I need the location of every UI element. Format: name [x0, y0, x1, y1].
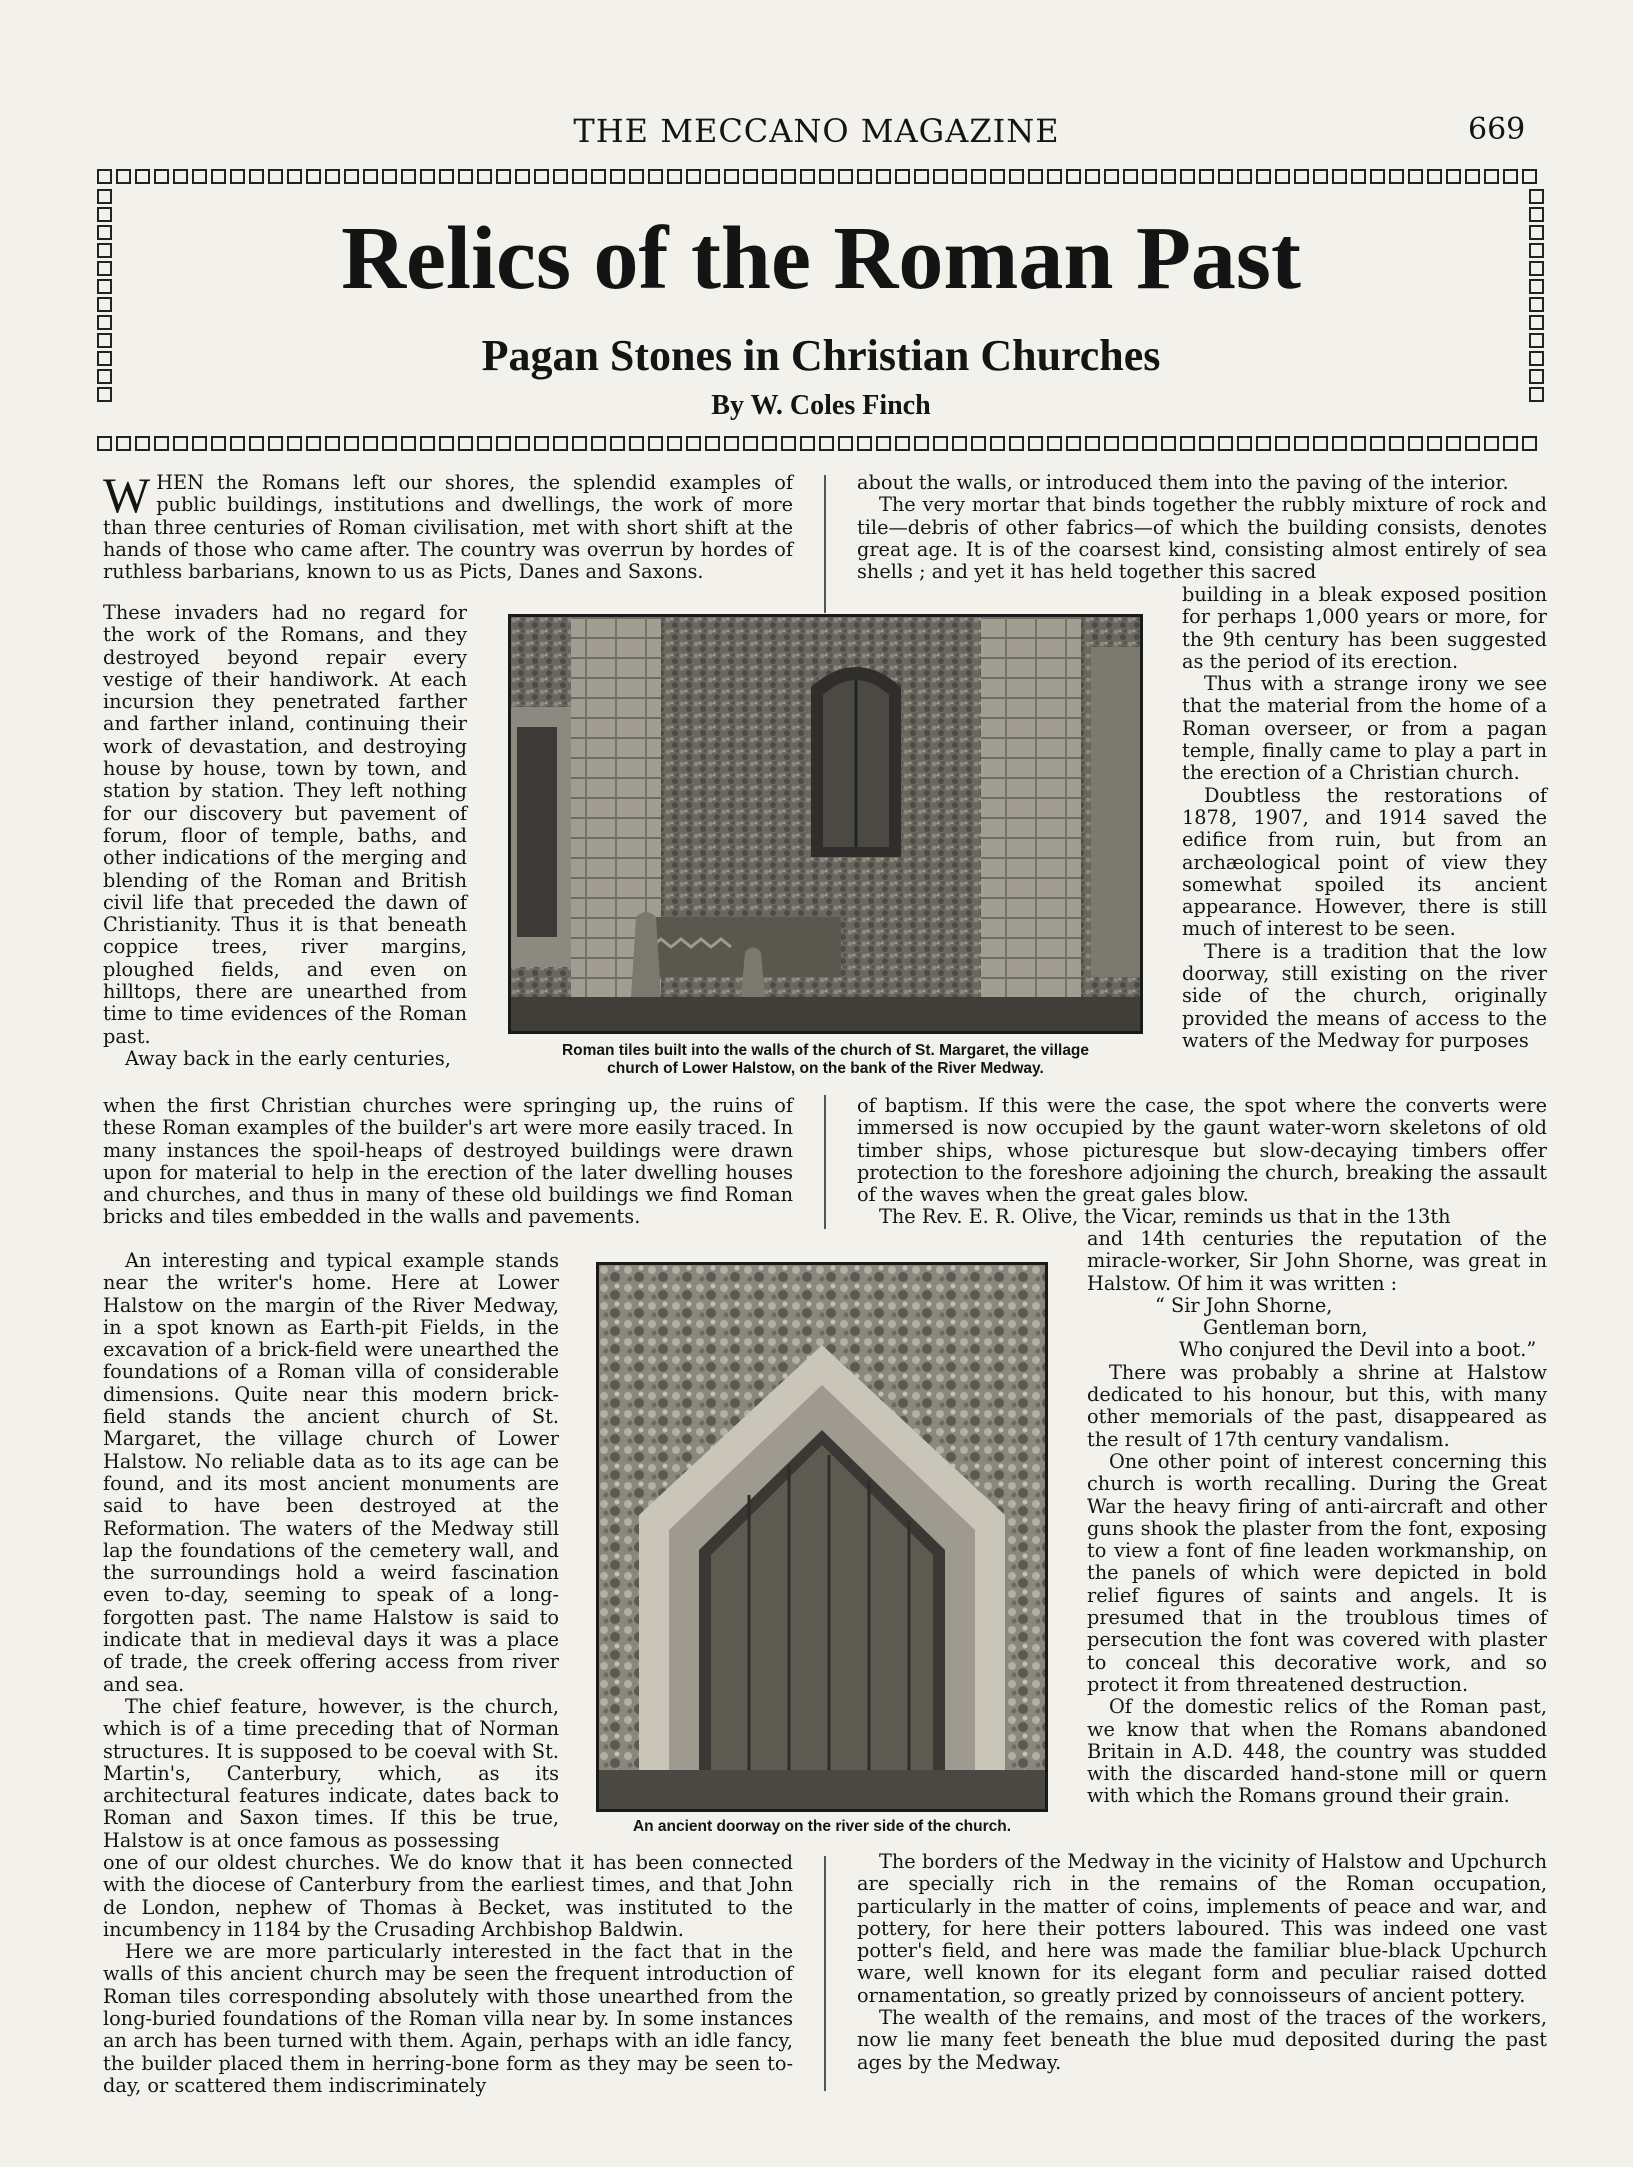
border-square	[496, 436, 511, 451]
border-square	[268, 169, 283, 184]
border-square	[838, 436, 853, 451]
poem-line: Who conjured the Devil into a boot.”	[1179, 1338, 1537, 1362]
border-square	[1484, 436, 1499, 451]
border-square	[154, 436, 169, 451]
paragraph: Here we are more particularly interested in the fact that in the walls of this ancient church may be seen the frequent introduction of Roman tiles corresponding absolutely with those unearthed from the long-buried foundations of the Roman villa near by. In some instances an arch has been turned with them. Again, perhaps with an idle fancy, the builder placed them in herring-bone form as they may be seen to-day, or scattered them indiscriminately	[103, 1940, 793, 2097]
border-square	[268, 436, 283, 451]
border-square	[705, 436, 720, 451]
border-square	[211, 169, 226, 184]
paragraph: The borders of the Medway in the vicinity of Halstow and Upchurch are specially rich in the remains of the Roman occupation, particularly in the matter of coins, implements of peace and war, and pottery, for here their potters laboured. This was indeed one vast potter's field, and here was made the familiar blue-black Upchurch ware, well known for its elegant form and peculiar raised dotted ornamentation, so greatly prized by connoisseurs of ancient pottery.	[857, 1850, 1547, 2007]
border-top	[95, 167, 1547, 187]
right-column-narrow-2	[1087, 1228, 1547, 1850]
border-square	[192, 436, 207, 451]
border-square	[1529, 189, 1544, 204]
border-square	[610, 436, 625, 451]
border-square	[1313, 169, 1328, 184]
border-square	[344, 169, 359, 184]
border-square	[1066, 436, 1081, 451]
border-square	[192, 169, 207, 184]
border-square	[534, 169, 549, 184]
border-square	[306, 436, 321, 451]
border-square	[325, 436, 340, 451]
border-square	[135, 169, 150, 184]
border-square	[1465, 169, 1480, 184]
border-square	[363, 436, 378, 451]
border-square	[382, 169, 397, 184]
paragraph: The very mortar that binds together the rubbly mixture of rock and tile—debris of other fabrics—of which the building consists, denotes great age. It is of the coarsest kind, consisting almost entirely of sea shells ; and yet it has held together this sacred	[857, 493, 1547, 584]
border-square	[1294, 436, 1309, 451]
border-square	[800, 436, 815, 451]
border-square	[458, 169, 473, 184]
border-square	[1522, 169, 1537, 184]
column-rule	[824, 475, 826, 613]
border-square	[230, 436, 245, 451]
border-square	[515, 169, 530, 184]
border-square	[97, 189, 112, 204]
border-square	[743, 169, 758, 184]
border-square	[173, 436, 188, 451]
border-square	[1503, 436, 1518, 451]
caption-line: church of Lower Halstow, on the bank of the River Medway.	[607, 1060, 1044, 1077]
paragraph: when the first Christian churches were springing up, the ruins of these Roman examples of the builder's art were more easily traced. In many instances the spoil-heaps of destroyed buildings were drawn upon for material to help in the erection of the later dwelling houses and churches, and thus in many of these old buildings we find Roman bricks and tiles embedded in the walls and pavements.	[103, 1094, 793, 1229]
border-square	[1313, 436, 1328, 451]
border-square	[648, 436, 663, 451]
left-column-bottom	[103, 1852, 793, 2096]
border-square	[629, 436, 644, 451]
border-square	[990, 436, 1005, 451]
border-square	[933, 436, 948, 451]
right-column-narrow	[1182, 584, 1547, 1096]
paragraph: building in a bleak exposed position for perhaps 1,000 years or more, for the 9th century has been suggested as the period of its erection.	[1182, 583, 1547, 673]
column-rule	[824, 1856, 826, 2091]
border-square	[230, 169, 245, 184]
border-square	[439, 169, 454, 184]
border-square	[211, 436, 226, 451]
border-square	[781, 169, 796, 184]
border-square	[1085, 436, 1100, 451]
border-square	[990, 169, 1005, 184]
border-square	[895, 436, 910, 451]
paragraph: These invaders had no regard for the work of the Romans, and they destroyed beyond repair every vestige of their handiwork. At each incursion they penetrated farther and farther inland, continuing their work of devastation, and destroying house by house, town by town, and station by station. They left nothing for our discovery but pavement of forum, floor of temple, baths, and other indications of the merging and blending of the Roman and British civil life that preceded the dawn of Christianity. Thus it is that beneath coppice trees, river margins, ploughed fields, and even on hilltops, there are unearthed from time to time evidences of the Roman past.	[103, 601, 467, 1048]
border-square	[819, 169, 834, 184]
page-number: 669	[1468, 112, 1526, 147]
border-square	[1351, 436, 1366, 451]
border-square	[477, 436, 492, 451]
paragraph: Away back in the early centuries,	[125, 1046, 451, 1070]
border-square	[173, 169, 188, 184]
paragraph: There is a tradition that the low doorway, still existing on the river side of the church, originally provided the means of access to the waters of the Medway for purposes	[1182, 939, 1547, 1052]
paragraph: There was probably a shrine at Halstow dedicated to his honour, but this, with many other memorials of the past, disappeared as the result of 17th century vandalism.	[1087, 1360, 1547, 1451]
paragraph: Of the domestic relics of the Roman past, we know that when the Romans abandoned Britain in A.D. 448, the country was studded with the discarded hand-stone mill or quern with which the Romans ground their grain.	[1087, 1695, 1547, 1808]
border-square	[344, 436, 359, 451]
border-square	[1009, 436, 1024, 451]
border-square	[762, 436, 777, 451]
border-square	[591, 436, 606, 451]
border-square	[743, 436, 758, 451]
border-square	[1503, 169, 1518, 184]
border-square	[876, 169, 891, 184]
border-square	[914, 436, 929, 451]
border-square	[705, 169, 720, 184]
running-head	[0, 112, 1633, 158]
border-square	[1218, 169, 1233, 184]
border-square	[515, 436, 530, 451]
border-square	[553, 436, 568, 451]
border-square	[401, 436, 416, 451]
border-square	[1066, 169, 1081, 184]
left-column-narrow-2	[103, 1250, 559, 1852]
border-square	[1256, 169, 1271, 184]
border-square	[116, 169, 131, 184]
border-square	[667, 436, 682, 451]
border-square	[686, 169, 701, 184]
border-square	[572, 169, 587, 184]
border-square	[971, 169, 986, 184]
border-square	[420, 436, 435, 451]
border-square	[952, 436, 967, 451]
paragraph: The Rev. E. R. Olive, the Vicar, reminds us that in the 13th	[879, 1205, 1451, 1229]
border-square	[97, 436, 112, 451]
border-square	[857, 169, 872, 184]
border-square	[895, 169, 910, 184]
byline: By W. Coles Finch	[711, 390, 931, 421]
border-square	[1104, 169, 1119, 184]
church-wall-image	[511, 617, 1140, 1031]
article-subtitle: Pagan Stones in Christian Churches	[481, 331, 1161, 380]
border-square	[1408, 169, 1423, 184]
paragraph: and 14th centuries the reputation of the miracle-worker, Sir John Shorne, was great in Halstow. Of him it was written :	[1087, 1227, 1547, 1295]
border-square	[1123, 436, 1138, 451]
border-square	[1389, 436, 1404, 451]
border-square	[1408, 436, 1423, 451]
caption-line: Roman tiles built into the walls of the church of St. Margaret, the village	[561, 1042, 1090, 1059]
border-square	[1389, 169, 1404, 184]
border-square	[648, 169, 663, 184]
border-square	[591, 169, 606, 184]
border-square	[97, 315, 112, 330]
border-square	[1161, 169, 1176, 184]
border-bottom	[95, 434, 1547, 454]
border-square	[1142, 169, 1157, 184]
border-square	[1199, 169, 1214, 184]
border-square	[838, 169, 853, 184]
border-square	[1465, 436, 1480, 451]
border-square	[458, 436, 473, 451]
doorway-image	[599, 1265, 1045, 1809]
border-square	[971, 436, 986, 451]
border-square	[1529, 315, 1544, 330]
border-square	[629, 169, 644, 184]
border-square	[1332, 169, 1347, 184]
border-square	[610, 169, 625, 184]
border-square	[97, 169, 112, 184]
border-square	[876, 436, 891, 451]
paragraph: WHEN the Romans left our shores, the splendid examples of public buildings, institutions and dwellings, the work of more than three centuries of Roman civilisation, met with short shift at the hands of those who came after. The country was overrun by hordes of ruthless barbarians, known to us as Picts, Danes and Saxons.	[103, 467, 793, 584]
border-square	[724, 436, 739, 451]
border-square	[534, 436, 549, 451]
paragraph: Thus with a strange irony we see that the material from the home of a Roman overseer, or from a pagan temple, finally came to play a part in the erection of a Christian church.	[1182, 672, 1547, 785]
border-square	[1085, 169, 1100, 184]
border-square	[477, 169, 492, 184]
border-square	[439, 436, 454, 451]
paragraph: The wealth of the remains, and most of the traces of the workers, now lie many feet beneath the blue mud deposited during the past ages by the Medway.	[857, 2006, 1547, 2074]
border-square	[496, 169, 511, 184]
border-square	[762, 169, 777, 184]
border-square	[154, 169, 169, 184]
right-column-mid	[857, 1095, 1547, 1229]
title-box	[95, 167, 1547, 454]
border-square	[933, 169, 948, 184]
border-square	[553, 169, 568, 184]
poem-line: “ Sir John Shorne,	[1155, 1293, 1333, 1317]
border-square	[1256, 436, 1271, 451]
border-square	[1522, 436, 1537, 451]
border-square	[1351, 169, 1366, 184]
doorway-photo	[596, 1262, 1048, 1812]
border-square	[1199, 436, 1214, 451]
border-square	[1484, 169, 1499, 184]
article-title: Relics of the Roman Past	[341, 209, 1301, 308]
border-square	[800, 169, 815, 184]
border-square	[1370, 436, 1385, 451]
border-square	[1161, 436, 1176, 451]
border-square	[1142, 436, 1157, 451]
paragraph: An interesting and typical example stands near the writer's home. Here at Lower Halstow on the margin of the River Medway, in a spot known as Earth-pit Fields, in the excavation of a brick-field were unearthed the foundations of a Roman villa of considerable dimensions. Quite near this modern brick-field stands the ancient church of St. Margaret, the village church of Lower Halstow. No reliable data as to its age can be found, and its most ancient monuments are said to have been destroyed at the Reformation. The waters of the Medway still lap the foundations of the cemetery wall, and the surroundings hold a weird fascination even to-day, seeming to speak of a long-forgotten past. The name Halstow is said to indicate that in medieval days it was a place of trade, the creek offering access from river and sea.	[103, 1249, 559, 1696]
border-square	[1237, 169, 1252, 184]
border-square	[819, 436, 834, 451]
column-rule	[824, 1095, 826, 1229]
church-wall-photo	[508, 614, 1143, 1034]
border-square	[382, 436, 397, 451]
border-square	[667, 169, 682, 184]
border-square	[1427, 436, 1442, 451]
paragraph: The chief feature, however, is the church, which is of a time preceding that of Norman structures. It is supposed to be coeval with St. Martin's, Canterbury, which, as its architectural features indicate, dates back to Roman and Saxon times. If this be true, Halstow is at once famous as possessing	[103, 1694, 559, 1852]
border-square	[1104, 436, 1119, 451]
border-square	[914, 169, 929, 184]
border-square	[1218, 436, 1233, 451]
border-square	[1180, 169, 1195, 184]
border-square	[1180, 436, 1195, 451]
paragraph: One other point of interest concerning this church is worth recalling. During the Great War the heavy firing of anti-aircraft and other guns shook the plaster from the font, exposing to view a font of fine leaden workmanship, on the panels of which were depicted in bold relief figures of saints and angels. It is presumed that in the troublous times of persecution the font was covered with plaster to conceal this decorative work, and so protect it from threatened destruction.	[1087, 1449, 1547, 1696]
left-column-top	[103, 467, 793, 600]
border-square	[724, 169, 739, 184]
border-square	[287, 169, 302, 184]
paragraph: Doubtless the restorations of 1878, 1907, and 1914 saved the edifice from ruin, but from an archæological point of view they somewhat spoiled its ancient appearance. However, there is still much of interest to be seen.	[1182, 783, 1547, 941]
border-square	[306, 169, 321, 184]
border-square	[1123, 169, 1138, 184]
border-square	[249, 169, 264, 184]
border-square	[325, 169, 340, 184]
border-square	[401, 169, 416, 184]
right-column-top	[857, 472, 1547, 586]
border-square	[1332, 436, 1347, 451]
border-square	[116, 436, 131, 451]
left-column-mid	[103, 1095, 793, 1249]
border-square	[1370, 169, 1385, 184]
border-square	[420, 169, 435, 184]
border-square	[249, 436, 264, 451]
left-column-narrow	[103, 602, 467, 1096]
magazine-name: THE MECCANO MAGAZINE	[573, 112, 1060, 150]
border-square	[1446, 436, 1461, 451]
border-square	[363, 169, 378, 184]
border-square	[1047, 436, 1062, 451]
border-square	[952, 169, 967, 184]
paragraph: about the walls, or introduced them into the paving of the interior.	[857, 471, 1509, 494]
border-square	[572, 436, 587, 451]
paragraph: of baptism. If this were the case, the spot where the converts were immersed is now occupied by the gaunt water-worn skeletons of old timber ships, whose picturesque but slow-decaying timbers offer protection to the foreshore adjoining the church, breaking the assault of the waves when the great gales blow.	[857, 1094, 1547, 1207]
border-square	[1427, 169, 1442, 184]
border-square	[1009, 169, 1024, 184]
border-square	[1275, 436, 1290, 451]
border-square	[1047, 169, 1062, 184]
border-square	[1028, 169, 1043, 184]
poem-line: Gentleman born,	[1203, 1316, 1368, 1340]
border-square	[135, 436, 150, 451]
border-square	[686, 436, 701, 451]
border-square	[1446, 169, 1461, 184]
photo-caption-1	[503, 1042, 1148, 1082]
paragraph: one of our oldest churches. We do know that it has been connected with the diocese of Canterbury from the earliest times, and that John de London, nephew of Thomas à Becket, was instituted to the incumbency in 1184 by the Crusading Archbishop Baldwin.	[103, 1851, 793, 1941]
border-square	[781, 436, 796, 451]
border-square	[1237, 436, 1252, 451]
border-square	[1028, 436, 1043, 451]
drop-cap: W	[103, 467, 151, 523]
border-square	[287, 436, 302, 451]
border-square	[1294, 169, 1309, 184]
photo-caption-2: An ancient doorway on the river side of the church.	[632, 1818, 1012, 1835]
border-square	[857, 436, 872, 451]
right-column-bottom	[857, 1851, 1547, 2097]
border-square	[1275, 169, 1290, 184]
